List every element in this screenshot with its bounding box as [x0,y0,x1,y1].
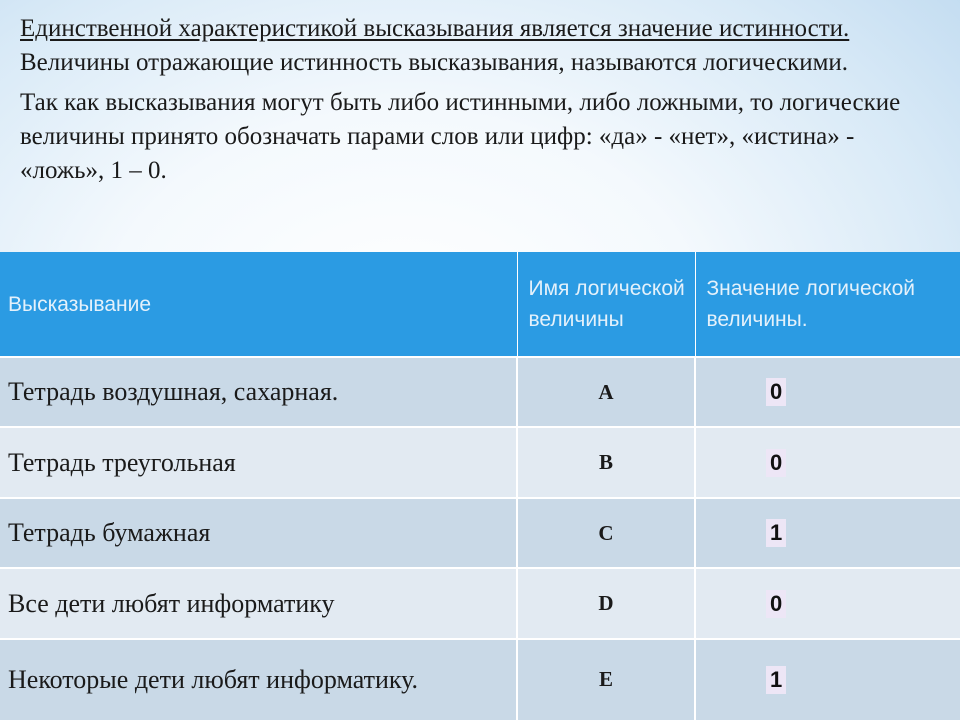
intro-paragraph-2: Так как высказывания могут быть либо истинными, либо ложными, то логические величины принято обозначать парами слов или цифр: «да» - «нет», «истина» - «ложь», 1 – 0. [20,89,901,184]
truth-values-table [0,252,960,720]
header-value: Значение логической величины. [695,252,960,357]
statement-cell: Все дети любят информатику [0,568,517,638]
statement-cell: Тетрадь бумажная [0,498,517,568]
name-cell: A [517,357,695,427]
table-row [0,357,960,427]
value-badge: 0 [766,378,786,406]
name-cell: E [517,639,695,720]
value-cell [695,639,960,720]
table-header-row [0,252,960,357]
value-badge: 1 [766,666,786,694]
value-badge: 1 [766,519,786,547]
intro-underlined-text: Единственной характеристикой высказывания является значение истинности. [20,15,850,42]
name-cell: B [517,427,695,497]
table-row [0,427,960,497]
value-cell [695,427,960,497]
name-cell: C [517,498,695,568]
intro-paragraph-1 [20,12,930,80]
value-cell [695,498,960,568]
value-badge: 0 [766,449,786,477]
intro-text-rest: Величины отражающие истинность высказывания, называются логическими. [20,49,849,76]
table-row [0,568,960,638]
table-row [0,498,960,568]
value-cell [695,357,960,427]
header-name: Имя логической величины [517,252,695,357]
statement-cell: Тетрадь треугольная [0,427,517,497]
header-statement: Высказывание [0,252,517,357]
value-badge: 0 [766,590,786,618]
table-row [0,639,960,720]
value-cell [695,568,960,638]
statement-cell: Тетрадь воздушная, сахарная. [0,357,517,427]
statement-cell: Некоторые дети любят информатику. [0,639,517,720]
intro-text [20,12,930,188]
name-cell: D [517,568,695,638]
